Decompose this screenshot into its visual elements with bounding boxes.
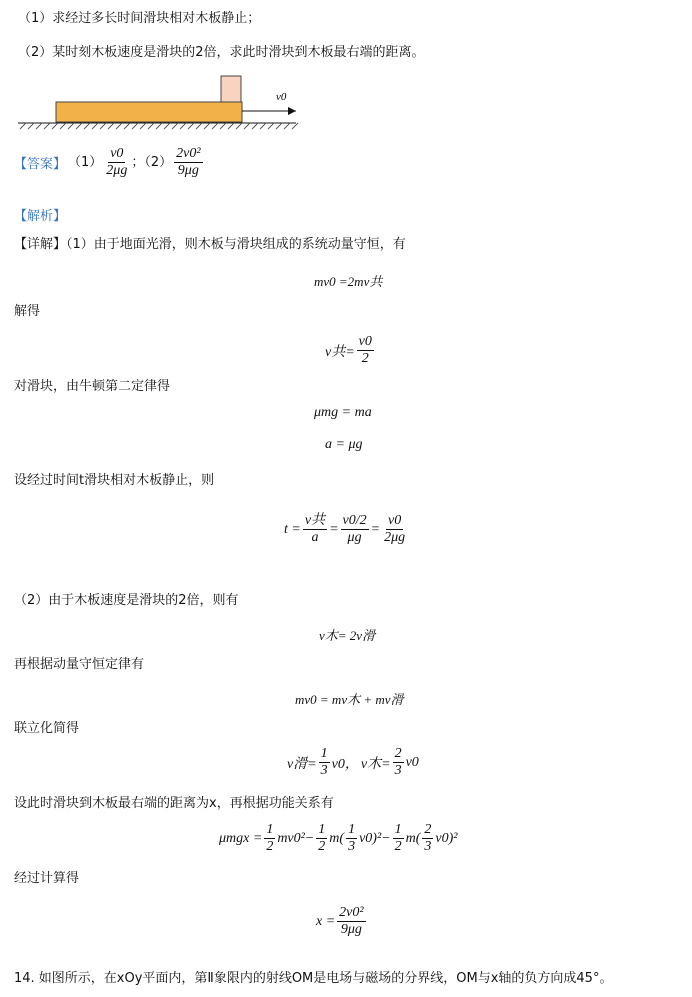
label-time: 设经过时间t滑块相对木板静止，则 (14, 473, 215, 488)
ground-hatching (20, 123, 298, 129)
detail-intro: 【详解】（1）由于地面光滑，则木板与滑块组成的系统动量守恒，有 (14, 237, 406, 252)
answer-tag: 【答案】 (14, 157, 67, 172)
wooden-board (56, 102, 242, 122)
equation-velocities: v滑= $\frac{1}{3}$ v0， v木= $\frac{2}{3}$ v0 (287, 746, 419, 778)
label-compute: 经过计算得 (14, 871, 80, 886)
slider-block (221, 76, 241, 102)
label-distance: 设此时滑块到木板最右端的距离为x，再根据功能关系有 (14, 796, 334, 811)
equation-velocity-ratio: v木= 2v滑 (319, 628, 376, 643)
answer-line: 【答案】 （1） $\frac{v0}{2\mu g}$ ；（2） $\frac{\text{2v0²}}{9\mu g}$ (14, 146, 201, 178)
question-14: 14. 如图所示，在xOy平面内，第Ⅱ象限内的射线OM是电场与磁场的分界线，OM与x轴的负方向成45°。 (14, 971, 613, 986)
part-2-intro: （2）由于木板速度是滑块的2倍，则有 (14, 593, 239, 608)
question-2: （2）某时刻木板速度是滑块的2倍，求此时滑块到木板最右端的距离。 (18, 45, 425, 60)
answer-1-fraction: $\frac{v0}{2\mu g}$ (106, 146, 128, 178)
equation-momentum: mv0 =2mv共 (314, 274, 383, 289)
label-jiede: 解得 (14, 304, 41, 319)
equation-energy: μmgx = $\frac{1}{2}$ mv0²− $\frac{1}{2}$ m( $\frac{1}{3}$ v0)²− $\frac{1}{2}$ m( $\frac{2}{3}$ v0)² (219, 822, 458, 854)
equation-v-common: v共= $\frac{v0}{2}$ (325, 334, 372, 366)
label-momentum-again: 再根据动量守恒定律有 (14, 657, 145, 672)
equation-time: t = $\frac{\text{v共}}{a}$ = $\frac{v0/2}{\mu g}$ = $\frac{v0}{2\mu g}$ (284, 513, 406, 545)
label-newton: 对滑块，由牛顿第二定律得 (14, 379, 171, 394)
equation-acceleration: a = μg (325, 437, 363, 452)
equation-newton: μmg = ma (314, 405, 372, 420)
velocity-arrowhead (288, 107, 296, 115)
velocity-label: v0 (276, 91, 287, 103)
equation-distance-result: x = $\frac{\text{2v0²}}{9\mu g}$ (316, 905, 364, 937)
question-1: （1）求经过多长时间滑块相对木板静止； (18, 11, 261, 26)
analysis-tag: 【解析】 (14, 209, 67, 224)
board-block-diagram (14, 72, 314, 132)
label-simplify: 联立化简得 (14, 721, 80, 736)
equation-momentum-2: mv0 = mv木 + mv滑 (295, 692, 404, 707)
answer-2-fraction: $\frac{\text{2v0²}}{9\mu g}$ (176, 146, 201, 178)
